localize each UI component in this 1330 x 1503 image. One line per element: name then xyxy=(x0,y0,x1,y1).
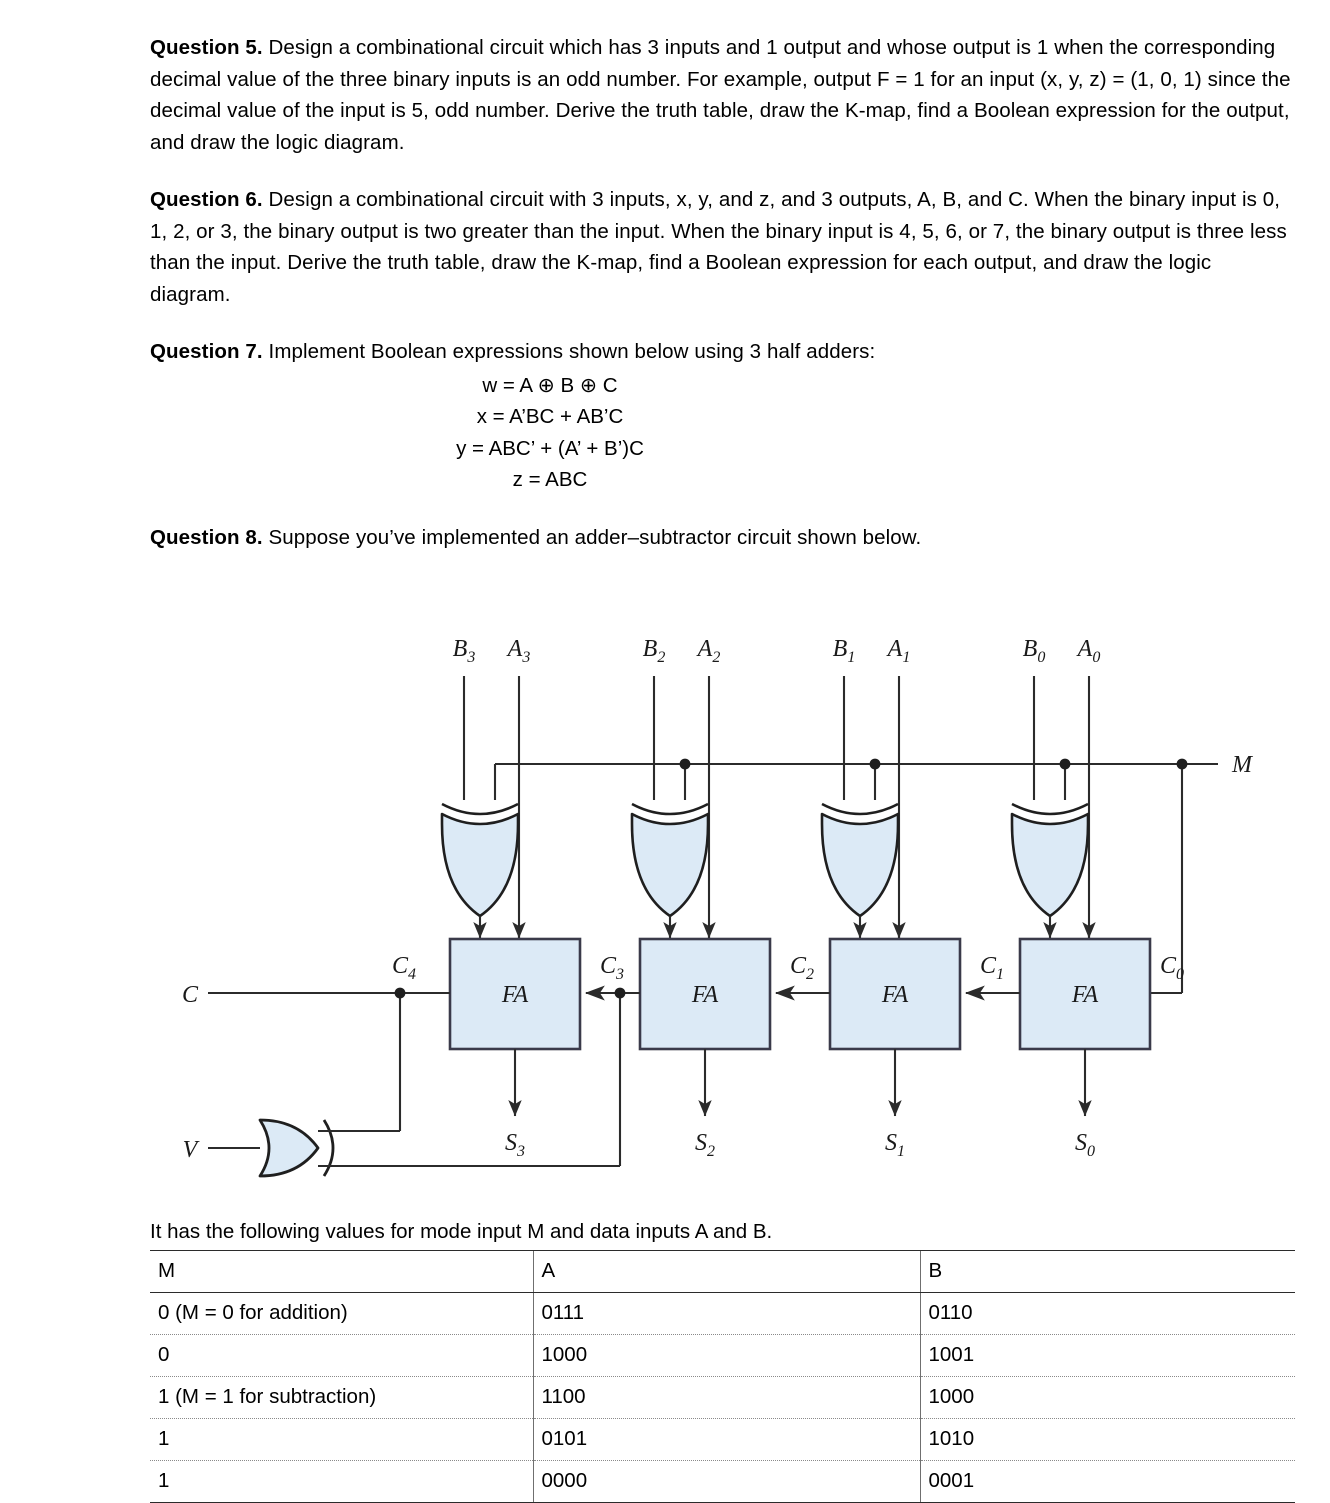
label-s1: $S_1$ xyxy=(885,1130,905,1160)
label-s3: $S_3$ xyxy=(505,1130,525,1160)
table-header-a: A xyxy=(533,1251,920,1293)
junction-dot-c4 xyxy=(395,988,406,999)
xor-gate-overflow xyxy=(260,1120,333,1176)
xor-gate-b0 xyxy=(1012,804,1088,916)
cell-m: 1 xyxy=(150,1461,533,1503)
junction-dot-m-right xyxy=(1177,759,1188,770)
cell-m: 0 (M = 0 for addition) xyxy=(150,1293,533,1335)
label-s2: $S_2$ xyxy=(695,1130,715,1160)
question-6 xyxy=(150,184,1295,310)
label-c2: $C_2$ xyxy=(789,953,815,983)
table-row xyxy=(150,1377,1295,1419)
label-c3: $C_3$ xyxy=(599,953,625,983)
label-fa-3: FA xyxy=(501,982,529,1008)
values-table xyxy=(150,1250,1295,1503)
table-row xyxy=(150,1419,1295,1461)
label-b2: $B_2$ xyxy=(642,636,666,666)
label-fa-2: FA xyxy=(691,982,719,1008)
question-5 xyxy=(150,32,1295,158)
junction-dot-c3 xyxy=(615,988,626,999)
cell-m: 0 xyxy=(150,1335,533,1377)
junction-dot-m1 xyxy=(870,759,881,770)
label-a1: $A_1$ xyxy=(887,636,911,666)
equation-z: z = ABC xyxy=(512,468,588,491)
junction-dot-m2 xyxy=(680,759,691,770)
label-c1: $C_1$ xyxy=(979,953,1005,983)
xor-gate-b1 xyxy=(822,804,898,916)
question-5-text: Design a combinational circuit which has 3 inputs and 1 output and whose output is 1 when the corresponding decimal value of the three binary inputs is an odd number. For example, output F = 1 for an input (x, y, z) = (1, 0, 1) since the decimal value of the input is 5, odd number. Derive the truth table, draw the K-map, find a Boolean expression for the output, and draw the logic diagram. xyxy=(150,36,1291,154)
table-caption: It has the following values for mode input M and data inputs A and B. xyxy=(150,1220,773,1243)
label-c-in: C xyxy=(181,982,199,1008)
question-7 xyxy=(150,336,1295,368)
xor-gate-b3 xyxy=(442,804,518,916)
label-fa-1: FA xyxy=(881,982,909,1008)
cell-b: 0001 xyxy=(920,1461,1295,1503)
label-a3: $A_3$ xyxy=(507,636,531,666)
cell-b: 1010 xyxy=(920,1419,1295,1461)
label-s0: $S_0$ xyxy=(1075,1130,1095,1160)
cell-m: 1 (M = 1 for subtraction) xyxy=(150,1377,533,1419)
table-header-b: B xyxy=(920,1251,1295,1293)
label-fa-0: FA xyxy=(1071,982,1099,1008)
cell-a: 0000 xyxy=(533,1461,920,1503)
table-row xyxy=(150,1293,1295,1335)
equation-y: y = ABC’ + (A’ + B’)C xyxy=(456,436,644,460)
cell-a: 0111 xyxy=(533,1293,920,1335)
table-row xyxy=(150,1461,1295,1503)
equation-w: w = A ⊕ B ⊕ C xyxy=(482,373,618,397)
question-6-text: Design a combinational circuit with 3 inputs, x, y, and z, and 3 outputs, A, B, and C. When the binary input is 0, 1, 2, or 3, the binary output is two greater than the input. When the binary input is 4, 5, 6, or 7, the binary output is three less than the input. Derive the truth table, draw the K-map, find a Boolean expression for each output, and draw the logic diagram. xyxy=(150,188,1287,306)
question-8 xyxy=(150,522,1295,554)
label-c4: $C_4$ xyxy=(391,953,417,983)
equation-x: x = A’BC + AB’C xyxy=(476,405,624,428)
question-7-label: Question 7. xyxy=(150,340,263,363)
cell-m: 1 xyxy=(150,1419,533,1461)
question-6-label: Question 6. xyxy=(150,188,263,211)
values-section xyxy=(150,1218,1295,1503)
question-8-text: Suppose you’ve implemented an adder–subtractor circuit shown below. xyxy=(262,525,922,549)
cell-b: 1000 xyxy=(920,1377,1295,1419)
label-a0: $A_0$ xyxy=(1077,636,1101,666)
cell-a: 0101 xyxy=(533,1419,920,1461)
adder-subtractor-diagram xyxy=(150,628,1295,1198)
cell-a: 1000 xyxy=(533,1335,920,1377)
table-row xyxy=(150,1335,1295,1377)
cell-b: 0110 xyxy=(920,1293,1295,1335)
label-m: M xyxy=(1232,752,1252,778)
table-header-m: M xyxy=(150,1251,533,1293)
cell-b: 1001 xyxy=(920,1335,1295,1377)
label-b0: $B_0$ xyxy=(1022,636,1046,666)
questions-section xyxy=(150,32,1295,579)
question-7-equations xyxy=(150,370,950,496)
label-a2: $A_2$ xyxy=(697,636,721,666)
label-v: V xyxy=(182,1137,198,1163)
cell-a: 1100 xyxy=(533,1377,920,1419)
question-7-text: Implement Boolean expressions shown below using 3 half adders: xyxy=(262,340,876,363)
xor-gate-b2 xyxy=(632,804,708,916)
question-8-label: Question 8. xyxy=(150,525,263,549)
label-b1: $B_1$ xyxy=(832,636,856,666)
table-header-row xyxy=(150,1251,1295,1293)
label-b3: $B_3$ xyxy=(452,636,476,666)
junction-dot-m0 xyxy=(1060,759,1071,770)
label-c0: $C_0$ xyxy=(1159,953,1185,983)
question-5-label: Question 5. xyxy=(150,36,263,59)
